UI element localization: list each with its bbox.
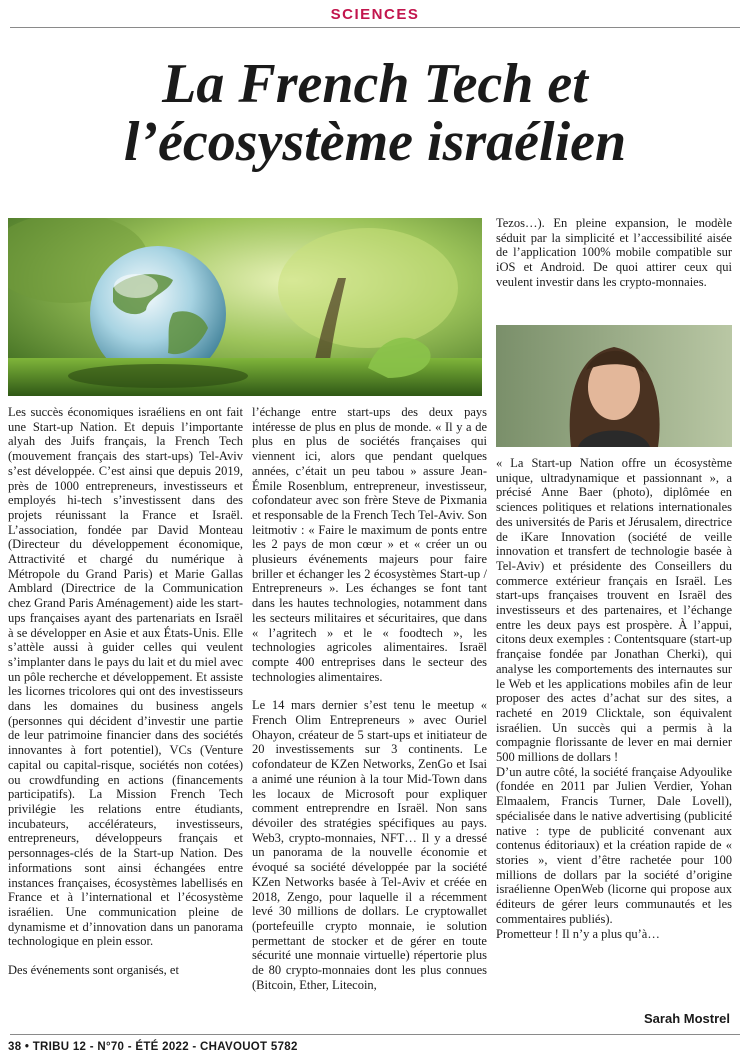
title-line-2: l’écosystème israélien bbox=[123, 111, 627, 173]
globe-photo-illustration bbox=[8, 218, 482, 396]
page-footer: 38 • TRIBU 12 - N°70 - ÉTÉ 2022 - CHAVOUOT 5782 bbox=[8, 1041, 298, 1053]
author-signature: Sarah Mostrel bbox=[644, 1011, 730, 1026]
column-3-paragraph-4: Prometteur ! Il n’y a plus qu’à… bbox=[496, 926, 660, 941]
column-2-paragraph-1: l’échange entre start-ups des deux pays intéresse de plus en plus de monde. « Il y a de plus en plus de sociétés françaises qui viennent ici, alors que pendant quelques années, c’était un peu tabou » assure Jean-Émile Rosenblum, entrepreneur, investisseur, cofondateur avec son frère Steve de Pixmania et responsable de la French Tech Tel-Aviv. Son leitmotiv : « Faire le maximum de ponts entre les 2 pays de mon cœur » et « créer un ou plusieurs événements majeurs pour faire briller et échanger les 2 écosystèmes Start-up / Entrepreneurs ». Les échanges se font tant dans les hautes technologies, notamment dans les secteurs militaires et sécuritaires, que dans « l’agritech » et le « foodtech », les technologies agricoles alimentaires. Israël compte 400 entreprises dans le secteur des technologies alimentaires. bbox=[252, 405, 487, 684]
article-title bbox=[0, 55, 750, 171]
column-3-paragraph-1: Tezos…). En pleine expansion, le modèle séduit par la simplicité et l’accessibilité aisée de l’application 100% mobile compatible sur iOS et Android. De quoi attirer ceux qui veulent investir dans les crypto-monnaies. bbox=[496, 216, 732, 289]
portrait-photo bbox=[496, 325, 732, 447]
column-1 bbox=[8, 405, 243, 978]
column-2 bbox=[252, 405, 487, 992]
column-3-paragraph-2: « La Start-up Nation offre un écosystème unique, ultradynamique et passionnant », a précisé Anne Baer (photo), diplômée en sciences politiques et relations internationales des universités de Paris et Jérusalem, directrice de iKare Innovation (société de veille innovation et transfert de technologie basée à Tel-Aviv) et présidente des Conseillers du commerce extérieur français en Israël. Les start-ups françaises trouvent en Israël des investisseurs et des partenaires, et l’échange entre les deux pays est prospère. À l’appui, citons deux exemples : Contentsquare (start-up française fondée par Jonathan Cherki), qui analyse les comportements des internautes sur le Web et les applications mobiles afin de leur proposer des actes d’achat sur des sites, a racheté en 2019 Clicktale, son équivalent israélien. Un succès qui a permis à la compagnie florissante de lever en mai dernier 500 millions de dollars ! bbox=[496, 456, 732, 765]
portrait-illustration bbox=[496, 325, 732, 447]
column-3-bottom bbox=[496, 456, 732, 941]
top-rule bbox=[10, 27, 740, 28]
column-2-paragraph-2: Le 14 mars dernier s’est tenu le meetup « French Olim Entrepreneurs » avec Ouriel Ohayon, créateur de 5 start-ups et initiateur de 20 investissements sur 3 continents. Le cofondateur de KZen Networks, ZenGo et Isai a animé une réunion à la tour Mid-Town dans les locaux de Microsoft pour expliquer comment entreprendre en Israël. Non sans dévoiler des stratégies spécifiques au pays. Web3, crypto-monnaies, NFT… Il y a dressé un panorama de la nouvelle économie et évoqué sa société développée par la société KZen Networks basée à Tel-Aviv et créée en 2018, Zengo, pour laquelle il a récemment levé 30 millions de dollars. Le cryptowallet (portefeuille crypto monnaie, ie solution permettant de stocker et de gérer en toute sécurité une monnaie virtuelle) répertorie plus de 80 crypto-monnaies dont les plus connues (Bitcoin, Ether, Litecoin, bbox=[252, 698, 487, 992]
globe-photo bbox=[8, 218, 482, 396]
title-line-1: La French Tech et bbox=[162, 53, 588, 115]
bottom-rule bbox=[10, 1034, 740, 1035]
column-1-paragraph-1: Les succès économiques israéliens en ont fait une Start-up Nation. Et depuis l’importante alyah des Juifs français, la French Tech (mouvement français des start-ups) Tel-Aviv s’est développée. C’est ainsi que depuis 2019, près de 1000 entrepreneurs, investisseurs et employés hi-tech s’investissent dans des projets réunissant la France et Israël. L’association, fondée par David Monteau (Directeur du développement économique, Attractivité et chargé du numérique à Métropole du Grand Paris) et Marie Gallas Amblard (Directrice de la Communication chez Grand Paris Aménagement) aide les start-ups françaises ayant des partenariats en Israël à se développer en Asie et aux États-Unis. Elle s’attèle aussi à guider celles qui veulent s’implanter dans le pays du lait et du miel avec un pôle recherche et développement. Et assiste les licornes tricolores qui ont des investisseurs dans les domaines du business angels (personnes qui décident d’investir une partie de leur patrimoine financier dans des sociétés innovantes à fort potentiel), VCs (Venture capital ou capital-risque, sociétés non cotées) ou crowdfunding en actions (financements participatifs). La Mission French Tech privilégie les relations entre étudiants, incubateurs, accélérateurs, investisseurs, entrepreneurs, développeurs français et personnages-clés de la Start-up Nation. Des informations sont ainsi échangées entre instances françaises, écosystèmes labellisés en France et à l’international et l’écosystème israélien. Une communication pleine de dynamisme et d’innovation dans un panorama technologique en plein essor. bbox=[8, 405, 243, 949]
column-1-paragraph-2: Des événements sont organisés, et bbox=[8, 963, 179, 978]
paragraph-gap bbox=[252, 684, 487, 698]
column-3-top bbox=[496, 216, 732, 290]
column-3-paragraph-3: D’un autre côté, la société française Adyoulike (fondée en 2011 par Julien Verdier, Yohan Elmaalem, Francis Turner, Dale Lovell), spécialisée dans le native advertising (publicité native : type de publicité convenant aux contenus éditoriaux) et la création rapide de « stories », vient d’être rachetée pour 100 millions de dollars par la société d’origine israélienne OpenWeb (licorne qui propose aux éditeurs de gérer leurs communautés et les commentaires publiés). bbox=[496, 764, 732, 926]
section-label: SCIENCES bbox=[330, 6, 420, 23]
paragraph-gap bbox=[8, 949, 243, 963]
